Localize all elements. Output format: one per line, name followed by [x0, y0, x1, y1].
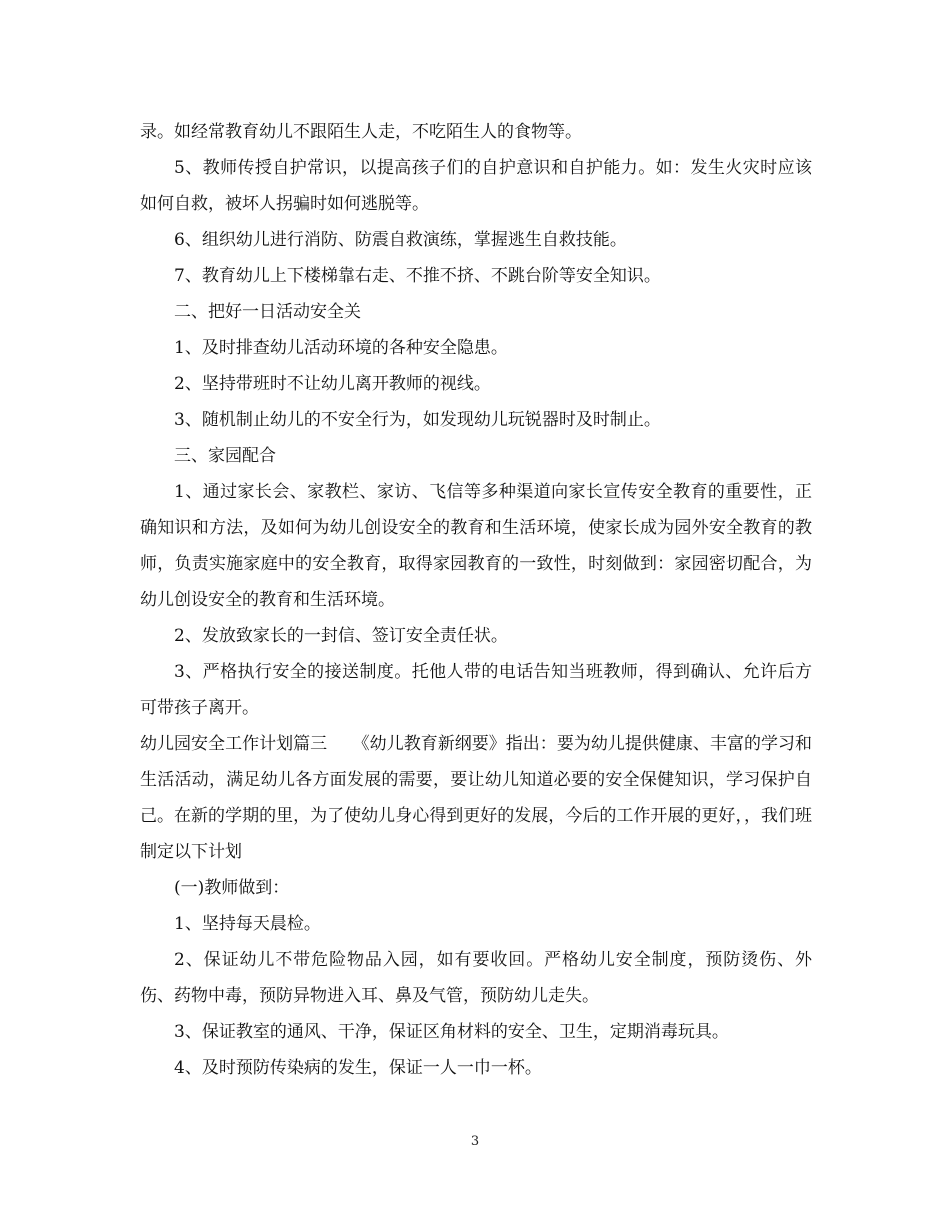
paragraph: 7、教育幼儿上下楼梯靠右走、不推不挤、不跳台阶等安全知识。 [174, 266, 661, 286]
section-heading: 二、把好一日活动安全关 [174, 302, 361, 322]
paragraph: 2、保证幼儿不带危险物品入园，如有要收回。严格幼儿安全制度，预防烫伤、外伤、药物中毒，预防异物进入耳、鼻及气管，预防幼儿走失。 [140, 950, 812, 1006]
page-number: 3 [470, 1134, 480, 1149]
paragraph: 5、教师传授自护常识，以提高孩子们的自护意识和自护能力。如：发生火灾时应该如何自救，被坏人拐骗时如何逃脱等。 [140, 158, 812, 214]
paragraph: 1、坚持每天晨检。 [174, 914, 321, 934]
section-heading: (一)教师做到： [174, 878, 290, 898]
paragraph: 幼儿园安全工作计划篇三 《幼儿教育新纲要》指出：要为幼儿提供健康、丰富的学习和生活活动，满足幼儿各方面发展的需要，要让幼儿知道必要的安全保健知识，学习保护自己。在新的学期的里，为了使幼儿身心得到更好的发展，今后的工作开展的更好，，我们班制定以下计划 [140, 734, 812, 862]
paragraph: 1、及时排查幼儿活动环境的各种安全隐患。 [174, 338, 508, 358]
document-body [140, 114, 812, 1086]
paragraph: 2、发放致家长的一封信、签订安全责任状。 [174, 626, 508, 646]
paragraph: 6、组织幼儿进行消防、防震自救演练，掌握逃生自救技能。 [174, 230, 627, 250]
section-heading: 三、家园配合 [174, 446, 276, 466]
paragraph: 录。如经常教育幼儿不跟陌生人走，不吃陌生人的食物等。 [140, 122, 582, 142]
paragraph: 4、及时预防传染病的发生，保证一人一巾一杯。 [174, 1058, 542, 1078]
paragraph: 1、通过家长会、家教栏、家访、飞信等多种渠道向家长宣传安全教育的重要性，正确知识和方法，及如何为幼儿创设安全的教育和生活环境，使家长成为园外安全教育的教师，负责实施家庭中的安全教育，取得家园教育的一致性，时刻做到：家园密切配合，为幼儿创设安全的教育和生活环境。 [140, 482, 812, 610]
paragraph: 2、坚持带班时不让幼儿离开教师的视线。 [174, 374, 491, 394]
paragraph: 3、严格执行安全的接送制度。托他人带的电话告知当班教师，得到确认、允许后方可带孩子离开。 [140, 662, 812, 718]
paragraph: 3、保证教室的通风、干净，保证区角材料的安全、卫生，定期消毒玩具。 [174, 1022, 729, 1042]
paragraph: 3、随机制止幼儿的不安全行为，如发现幼儿玩锐器时及时制止。 [174, 410, 661, 430]
